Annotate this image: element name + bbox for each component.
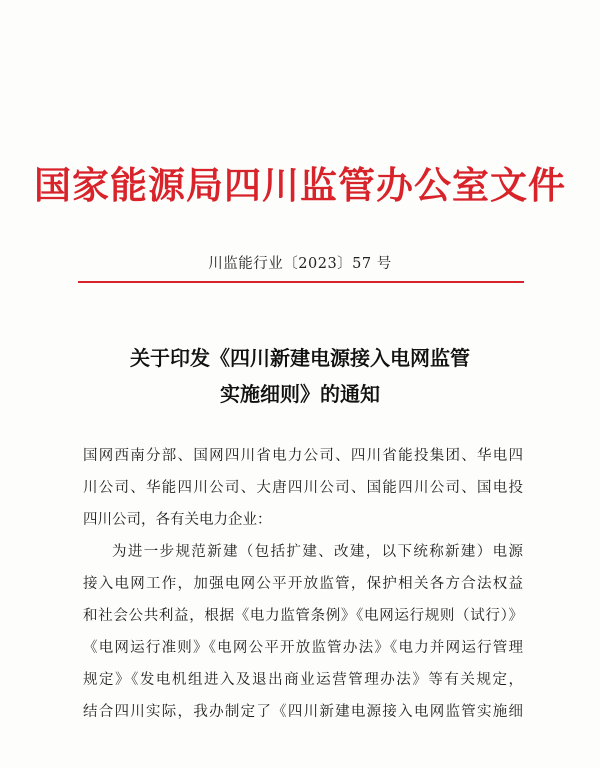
body-paragraph-line-1: 为进一步规范新建（包括扩建、改建，以下统称新建）电源 [112, 544, 523, 560]
body-paragraph-line-5: 规定》《发电机组进入及退出商业运营管理办法》等有关规定， [83, 672, 523, 688]
issuer-header-title: 国家能源局四川监管办公室文件 [34, 163, 566, 207]
notice-title-line-2: 实施细则》的通知 [220, 382, 380, 406]
body-paragraph-line-3: 和社会公共利益，根据《电力监管条例》《电网运行规则（试行）》 [83, 608, 523, 624]
body-paragraph-line-6: 结合四川实际，我办制定了《四川新建电源接入电网监管实施细 [83, 704, 523, 720]
document-number: 川监能行业〔2023〕57 号 [208, 256, 392, 272]
red-divider-rule [78, 281, 524, 283]
recipients-line-2: 川公司、华能四川公司、大唐四川公司、国能四川公司、国电投 [83, 480, 523, 496]
body-paragraph-line-4: 《电网运行准则》《电网公平开放监管办法》《电力并网运行管理 [83, 640, 523, 656]
recipients-line-3: 四川公司，各有关电力企业： [83, 512, 272, 528]
recipients-line-1: 国网西南分部、国网四川省电力公司、四川省能投集团、华电四 [83, 448, 523, 464]
notice-title-line-1: 关于印发《四川新建电源接入电网监管 [130, 346, 470, 370]
document-body [83, 440, 523, 728]
body-paragraph-line-2: 接入电网工作，加强电网公平开放监管，保护相关各方合法权益 [83, 576, 523, 592]
notice-title [0, 340, 600, 412]
